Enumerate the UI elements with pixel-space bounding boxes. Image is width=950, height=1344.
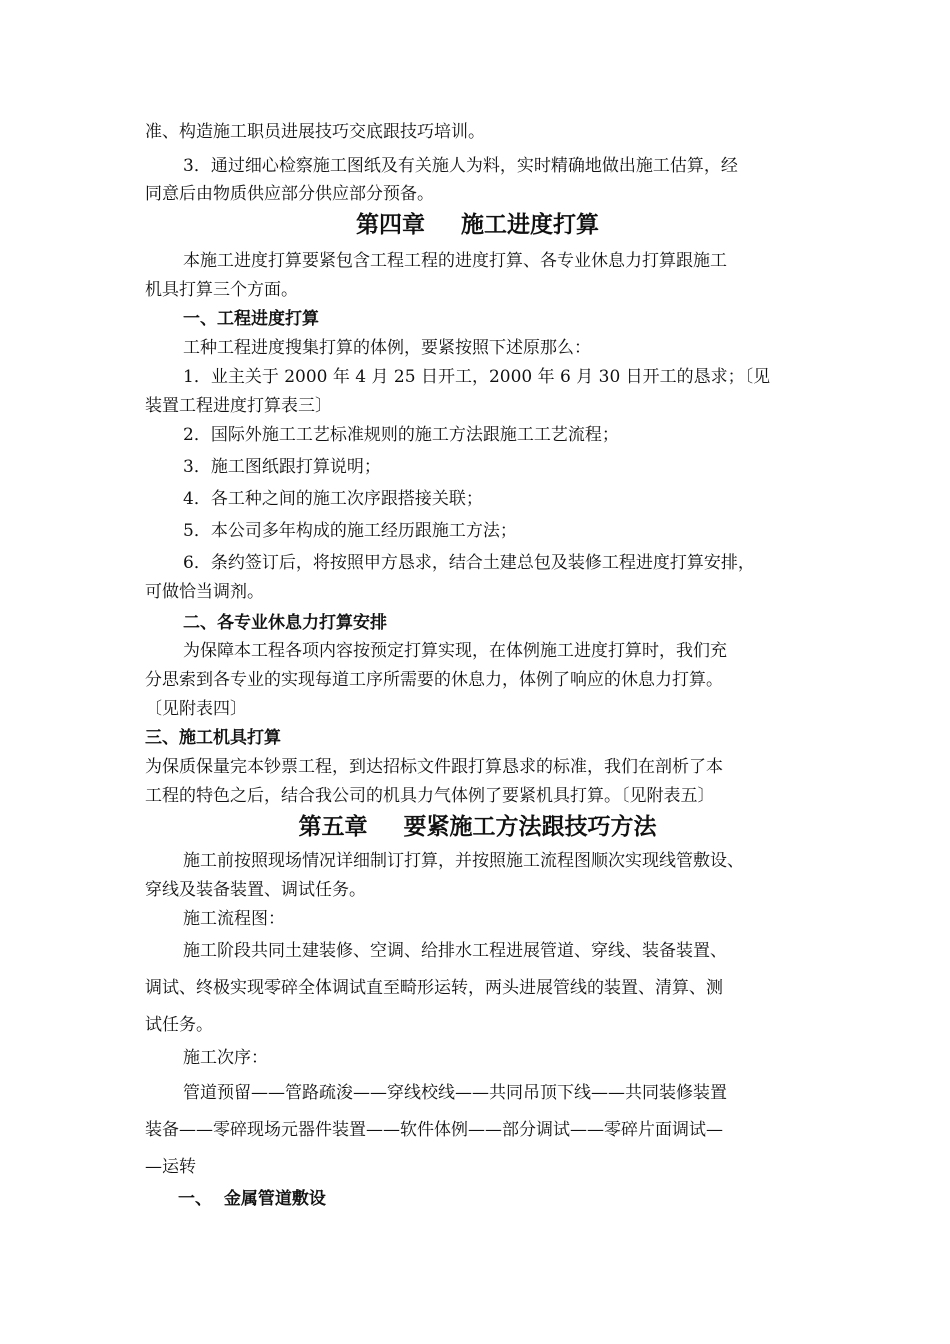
- chapter-5-intro-cont: 穿线及装备装置、调试任务。: [145, 880, 366, 900]
- section-3-heading: 三、施工机具打算: [145, 728, 281, 748]
- flow-label: 施工流程图：: [183, 909, 285, 929]
- chapter-5-number: 第五章: [298, 813, 368, 840]
- section-2-para-cont: 分思索到各专业的实现每道工序所需要的休息力，体例了响应的休息力打算。: [145, 670, 723, 690]
- chapter-4-intro: 本施工进度打算要紧包含工程工程的进度打算、各专业休息力打算跟施工: [183, 251, 727, 271]
- list-item-2: 2．国际外施工工艺标准规则的施工方法跟施工工艺流程；: [183, 425, 619, 445]
- section-3-para: 为保质保量完本钞票工程，到达招标文件跟打算恳求的标准，我们在剖析了本: [145, 757, 723, 777]
- section-5-1-heading: 一、 金属管道敷设: [178, 1189, 326, 1209]
- list-item-3-cont: 同意后由物质供应部分供应部分预备。: [145, 184, 434, 204]
- order-para-cont: 装备——零碎现场元器件装置——软件体例——部分调试——零碎片面调试—: [145, 1120, 723, 1140]
- list-item-3b: 3．施工图纸跟打算说明；: [183, 457, 381, 477]
- list-item-1: 1．业主关于 2000 年 4 月 25 日开工，2000 年 6 月 30 日开工的恳求；〔见: [183, 367, 771, 387]
- section-1-lead: 工种工程进度搜集打算的体例，要紧按照下述原那么：: [183, 338, 591, 358]
- chapter-4-title: 施工进度打算: [461, 211, 599, 238]
- paragraph-line: 准、构造施工职员进展技巧交底跟技巧培训。: [145, 122, 485, 142]
- list-item-1-cont: 装置工程进度打算表三〕: [145, 396, 332, 416]
- chapter-4-intro-cont: 机具打算三个方面。: [145, 280, 298, 300]
- flow-para: 施工阶段共同土建装修、空调、给排水工程进展管道、穿线、装备装置、: [183, 941, 727, 961]
- order-para: 管道预留——管路疏浚——穿线校线——共同吊顶下线——共同装修装置: [183, 1083, 727, 1103]
- order-para-end: —运转: [145, 1157, 196, 1177]
- order-label: 施工次序：: [183, 1048, 268, 1068]
- flow-para-end: 试任务。: [145, 1015, 213, 1035]
- section-2-para-ref: 〔见附表四〕: [145, 699, 247, 719]
- chapter-5-heading: [145, 812, 810, 842]
- list-item-4: 4．各工种之间的施工次序跟搭接关联；: [183, 489, 483, 509]
- section-2-heading: 二、各专业休息力打算安排: [183, 613, 387, 633]
- chapter-5-intro: 施工前按照现场情况详细制订打算，并按照施工流程图顺次实现线管敷设、: [183, 851, 744, 871]
- chapter-5-title: 要紧施工方法跟技巧方法: [403, 813, 657, 840]
- list-item-6-cont: 可做恰当调剂。: [145, 582, 264, 602]
- section-3-para-cont: 工程的特色之后，结合我公司的机具力气体例了要紧机具打算。〔见附表五〕: [145, 786, 715, 806]
- chapter-4-number: 第四章: [356, 211, 425, 238]
- chapter-4-heading: [145, 210, 810, 240]
- section-1-heading: 一、工程进度打算: [183, 309, 319, 329]
- list-item-6: 6．条约签订后，将按照甲方恳求，结合土建总包及装修工程进度打算安排，: [183, 553, 755, 573]
- section-2-para: 为保障本工程各项内容按预定打算实现，在体例施工进度打算时，我们充: [183, 641, 727, 661]
- flow-para-cont: 调试、终极实现零碎全体调试直至畸形运转，两头进展管线的装置、清算、测: [145, 978, 723, 998]
- list-item-5: 5．本公司多年构成的施工经历跟施工方法；: [183, 521, 517, 541]
- list-item-3: 3．通过细心检察施工图纸及有关施人为料，实时精确地做出施工估算，经: [183, 156, 738, 176]
